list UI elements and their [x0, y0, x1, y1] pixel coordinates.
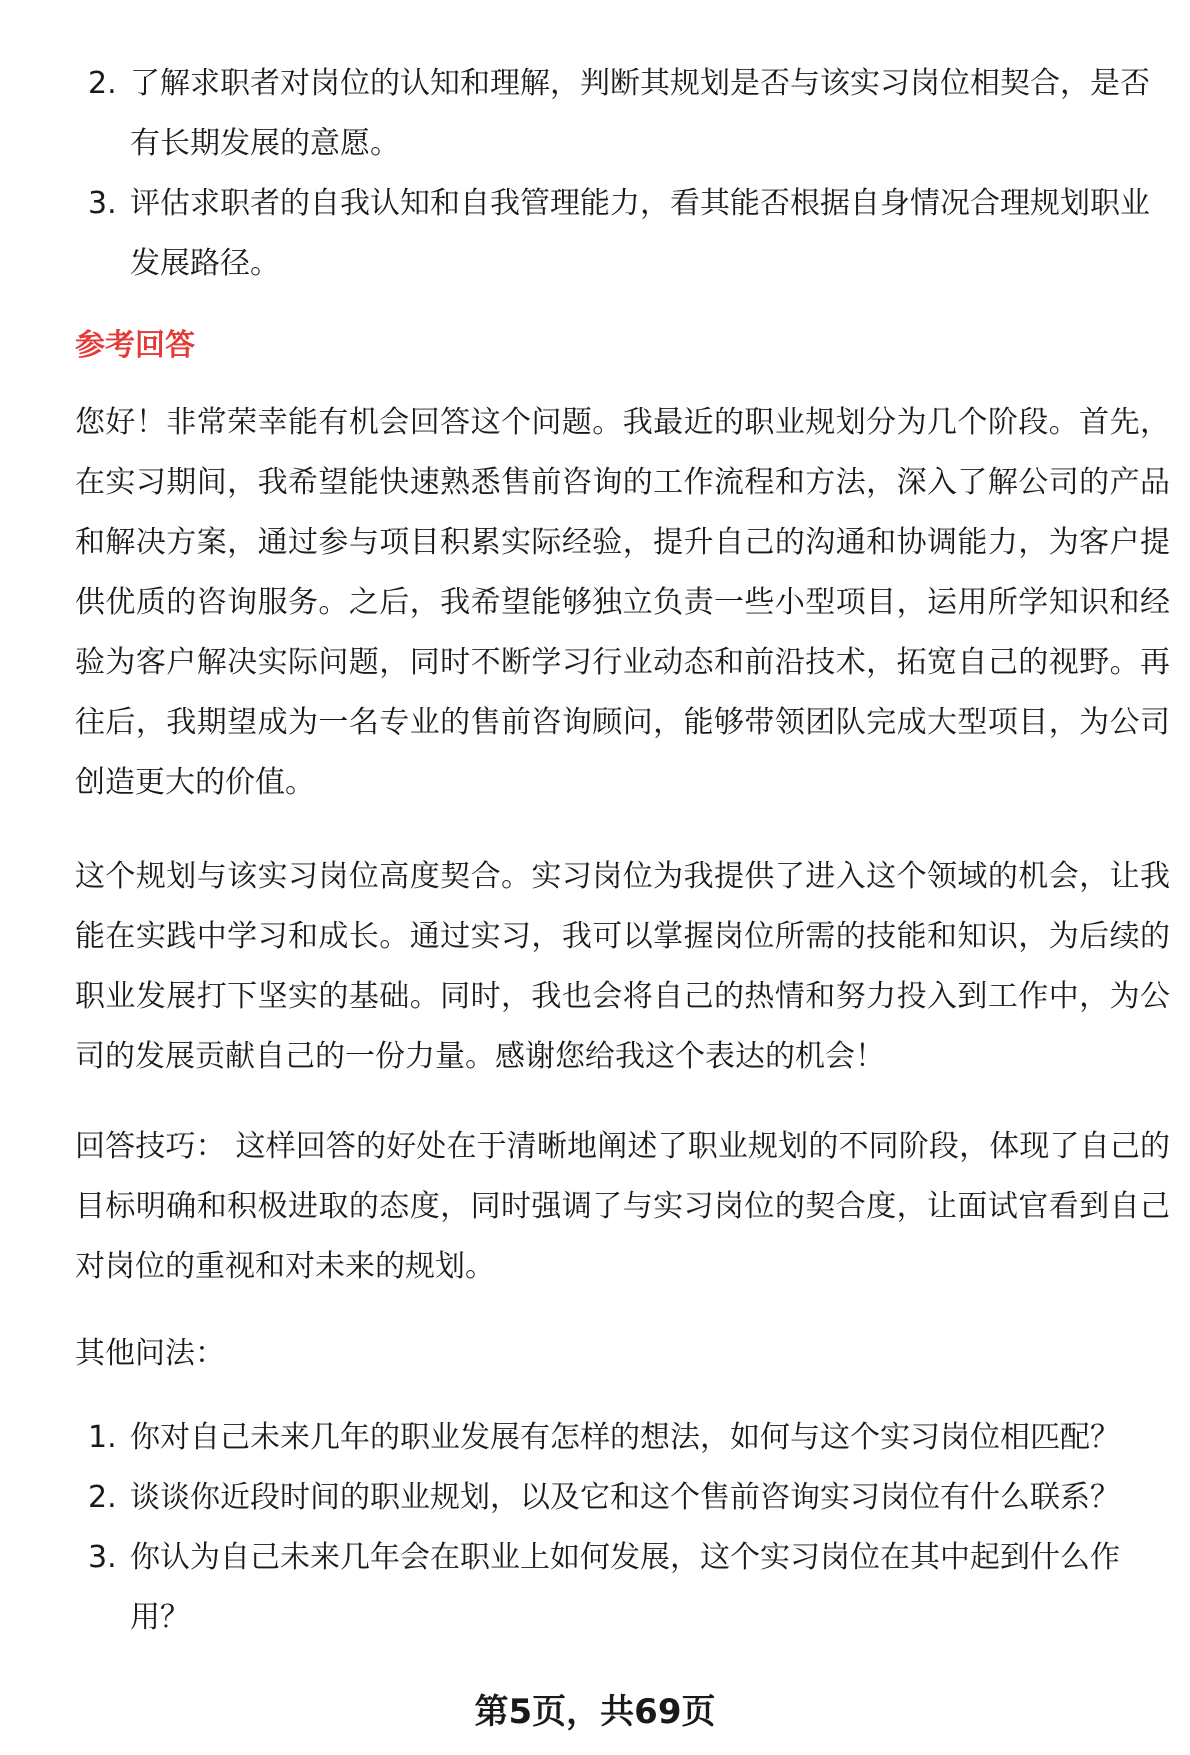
section-heading: 参考回答: [75, 328, 195, 363]
list-item-text: 谈谈你近段时间的职业规划，以及它和这个售前咨询实习岗位有什么联系？: [130, 1480, 1120, 1515]
list-item-number: 2.: [88, 1480, 117, 1515]
list-item: [0, 174, 1170, 294]
list-item-text: 评估求职者的自我认知和自我管理能力，看其能否根据自身情况合理规划职业发展路径。: [130, 186, 1150, 281]
answer-paragraph: 这个规划与该实习岗位高度契合。实习岗位为我提供了进入这个领域的机会，让我能在实践中学习和成长。通过实习，我可以掌握岗位所需的技能和知识，为后续的职业发展打下坚实的基础。同时，我也会将自己的热情和努力投入到工作中，为公司的发展贡献自己的一份力量。感谢您给我这个表达的机会！: [75, 859, 1170, 1074]
page-footer: 第5页，共69页: [474, 1692, 716, 1732]
list-item-number: 3.: [88, 186, 117, 221]
list-item: [0, 1528, 1170, 1648]
list-item-number: 3.: [88, 1540, 117, 1575]
list-item-text: 你认为自己未来几年会在职业上如何发展，这个实习岗位在其中起到什么作用？: [130, 1540, 1120, 1635]
list-item-text: 你对自己未来几年的职业发展有怎样的想法，如何与这个实习岗位相匹配？: [130, 1420, 1120, 1455]
top-numbered-list: [0, 54, 1170, 294]
tips-paragraph: 回答技巧： 这样回答的好处在于清晰地阐述了职业规划的不同阶段，体现了自己的目标明确和积极进取的态度，同时强调了与实习岗位的契合度，让面试官看到自己对岗位的重视和对未来的规划。: [75, 1129, 1170, 1284]
list-item-number: 1.: [88, 1420, 117, 1455]
list-item: [0, 1468, 1170, 1528]
list-item-text: 了解求职者对岗位的认知和理解，判断其规划是否与该实习岗位相契合，是否有长期发展的意愿。: [130, 66, 1150, 161]
answer-paragraph: 您好！非常荣幸能有机会回答这个问题。我最近的职业规划分为几个阶段。首先，在实习期间，我希望能快速熟悉售前咨询的工作流程和方法，深入了解公司的产品和解决方案，通过参与项目积累实际经验，提升自己的沟通和协调能力，为客户提供优质的咨询服务。之后，我希望能够独立负责一些小型项目，运用所学知识和经验为客户解决实际问题，同时不断学习行业动态和前沿技术，拓宽自己的视野。再往后，我期望成为一名专业的售前咨询顾问，能够带领团队完成大型项目，为公司创造更大的价值。: [75, 405, 1170, 800]
list-item: [0, 1408, 1170, 1468]
other-questions-label: 其他问法：: [75, 1336, 225, 1371]
list-item-number: 2.: [88, 66, 117, 101]
bottom-numbered-list: [0, 1408, 1170, 1648]
list-item: [0, 54, 1170, 174]
